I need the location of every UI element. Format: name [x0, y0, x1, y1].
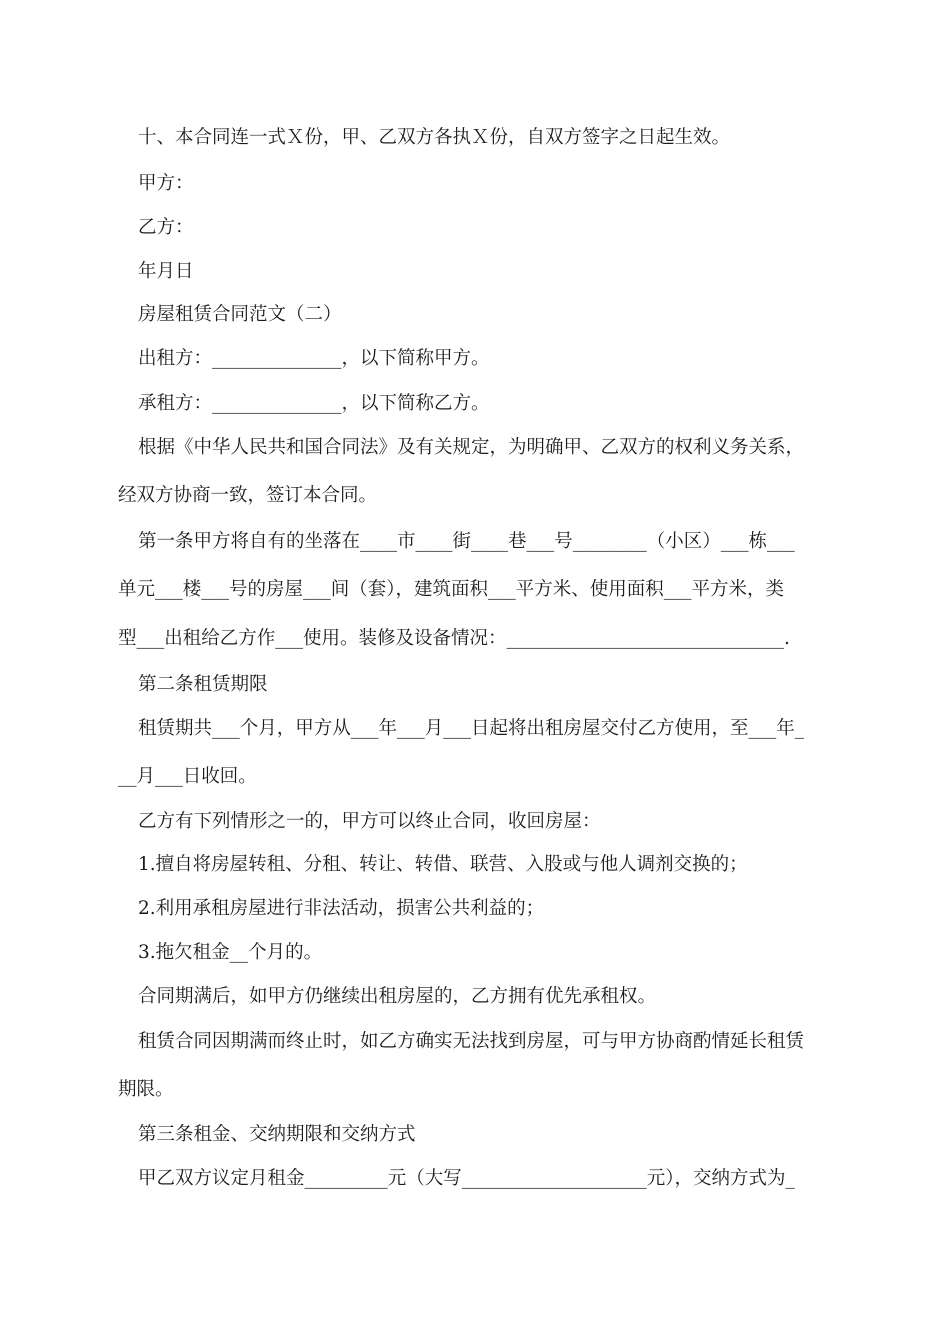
clause-ten-effective: 十、本合同连一式Ｘ份，甲、乙双方各执Ｘ份，自双方签字之日起生效。: [138, 127, 731, 148]
renewal-priority: 合同期满后，如甲方仍继续出租房屋的，乙方拥有优先承租权。: [138, 986, 657, 1007]
rent-line-1: 甲乙双方议定月租金_________元（大写____________________元），交纳方式为_: [138, 1168, 795, 1189]
party-a-signature-label: 甲方：: [138, 173, 194, 194]
lessee-line: 承租方：______________，以下简称乙方。: [138, 393, 490, 414]
extension-line-1: 租赁合同因期满而终止时，如乙方确实无法找到房屋，可与甲方协商酌情延长租赁: [138, 1031, 805, 1052]
extension-line-2: 期限。: [118, 1079, 174, 1100]
article-one-line-2: 单元___楼___号的房屋___间（套），建筑面积___平方米、使用面积___平方米，类: [118, 579, 785, 600]
section-title: 房屋租赁合同范文（二）: [138, 304, 342, 325]
termination-item-1: 1.擅自将房屋转租、分租、转让、转借、联营、入股或与他人调剂交换的；: [138, 854, 748, 875]
preamble-line-2: 经双方协商一致，签订本合同。: [118, 485, 378, 506]
termination-item-2: 2.利用承租房屋进行非法活动，损害公共利益的；: [138, 898, 545, 919]
article-one-line-1: 第一条甲方将自有的坐落在____市____街____巷___号________（小区）___栋___: [138, 531, 795, 552]
termination-item-3: 3.拖欠租金__个月的。: [138, 942, 323, 963]
article-two-heading: 第二条租赁期限: [138, 674, 268, 695]
party-b-signature-label: 乙方：: [138, 217, 194, 238]
lease-term-line-1: 租赁期共___个月，甲方从___年___月___日起将出租房屋交付乙方使用，至___年_: [138, 718, 805, 739]
preamble-line-1: 根据《中华人民共和国合同法》及有关规定，为明确甲、乙双方的权利义务关系，: [138, 437, 805, 458]
article-one-line-3: 型___出租给乙方作___使用。装修及设备情况：______________________________.: [118, 628, 790, 649]
termination-intro: 乙方有下列情形之一的，甲方可以终止合同，收回房屋：: [138, 811, 601, 832]
article-three-heading: 第三条租金、交纳期限和交纳方式: [138, 1124, 416, 1145]
lessor-line: 出租方：______________，以下简称甲方。: [138, 348, 490, 369]
lease-term-line-2: __月___日收回。: [118, 766, 257, 787]
date-label: 年月日: [138, 261, 194, 282]
